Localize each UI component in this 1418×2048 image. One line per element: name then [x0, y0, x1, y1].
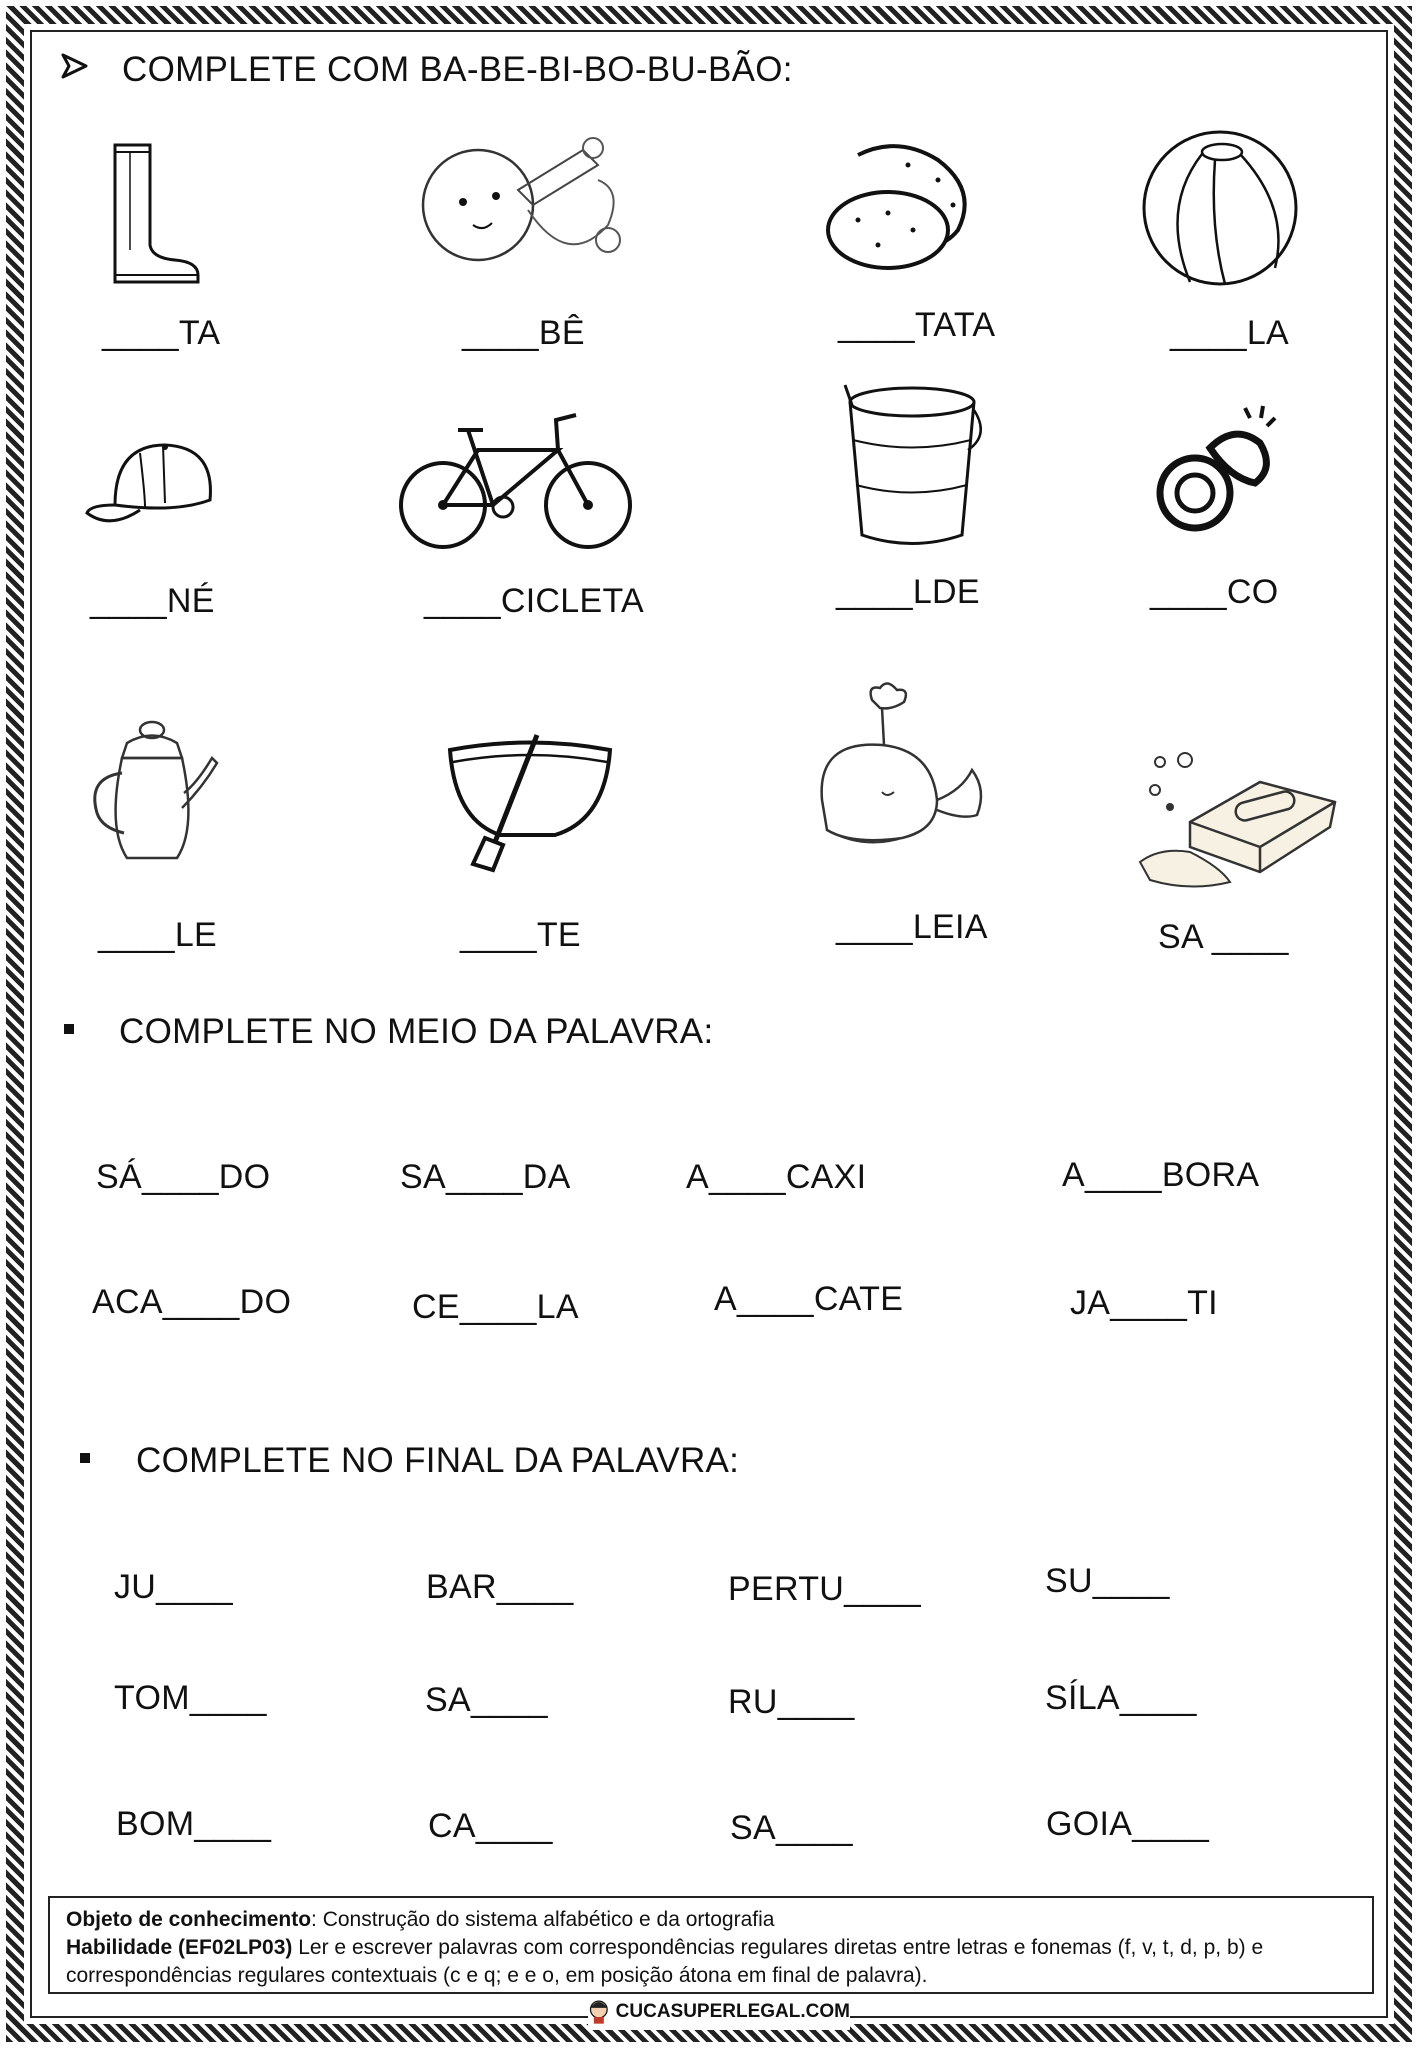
final-word-2: BAR____ [426, 1568, 574, 1606]
final-word-10: CA____ [428, 1807, 553, 1845]
soap-icon [1130, 752, 1340, 897]
baby-icon [408, 130, 628, 270]
final-word-3: PERTU____ [728, 1570, 921, 1608]
whale-icon [812, 680, 992, 870]
brand-logo [588, 1994, 850, 2030]
word-blank-10: ____TE [460, 916, 581, 954]
brand-text: CUCASUPERLEGAL.COM [615, 2001, 850, 2022]
objeto-text: : Construção do sistema alfabético e da ortografia [311, 1908, 775, 1931]
word-blank-9: ____LE [98, 916, 218, 954]
section1-heading: COMPLETE COM BA-BE-BI-BO-BU-BÃO: [122, 50, 793, 89]
boat-icon [445, 730, 615, 875]
final-word-11: SA____ [730, 1809, 853, 1847]
word-blank-8: ____CO [1150, 573, 1279, 611]
habilidade-line-2: correspondências regulares contextuais (c e q; e e o, em posição átona em final de palavra). [66, 1964, 928, 1987]
middle-word-5: ACA____DO [92, 1283, 292, 1321]
word-blank-7: ____LDE [836, 573, 980, 611]
bicycle-icon [398, 410, 634, 550]
pacifier-icon [1155, 398, 1280, 538]
word-blank-3: ____TATA [838, 306, 996, 344]
middle-word-6: CE____LA [412, 1288, 579, 1326]
objeto-line [66, 1906, 1356, 1934]
word-blank-4: ____LA [1170, 314, 1290, 352]
square-bullet-icon [64, 1024, 74, 1034]
teapot-icon [82, 718, 222, 868]
bucket-icon [840, 380, 990, 550]
middle-word-8: JA____TI [1070, 1284, 1218, 1322]
boot-icon [100, 140, 210, 290]
final-word-12: GOIA____ [1046, 1805, 1210, 1843]
final-word-9: BOM____ [116, 1805, 272, 1843]
word-blank-6: ____CICLETA [424, 582, 645, 620]
objeto-label: Objeto de conhecimento [66, 1908, 312, 1931]
word-blank-5: ____NÉ [90, 582, 215, 620]
habilidade-label: Habilidade (EF02LP03) [66, 1936, 293, 1959]
section2-heading: COMPLETE NO MEIO DA PALAVRA: [119, 1012, 714, 1051]
middle-word-7: A____CATE [714, 1280, 904, 1318]
final-word-7: RU____ [728, 1683, 855, 1721]
middle-word-3: A____CAXI [686, 1158, 867, 1196]
mascot-icon [588, 1997, 610, 2027]
word-blank-1: ____TA [102, 314, 221, 352]
square-bullet-icon [80, 1453, 90, 1463]
final-word-6: SA____ [425, 1681, 548, 1719]
cap-icon [85, 435, 215, 535]
potato-icon [818, 135, 978, 275]
middle-word-4: A____BORA [1062, 1156, 1260, 1194]
word-blank-2: ____BÊ [462, 314, 585, 352]
middle-word-2: SA____DA [400, 1158, 571, 1196]
learning-objective-box [48, 1896, 1374, 1994]
final-word-1: JU____ [114, 1568, 233, 1606]
final-word-4: SU____ [1045, 1562, 1170, 1600]
habilidade-line [66, 1934, 1356, 1962]
habilidade-text: Ler e escrever palavras com correspondências regulares diretas entre letras e fonemas (f, v, t, d, p, b) e [292, 1936, 1264, 1959]
final-word-5: TOM____ [114, 1679, 267, 1717]
word-blank-11: ____LEIA [836, 908, 988, 946]
final-word-8: SÍLA____ [1045, 1679, 1197, 1717]
middle-word-1: SÁ____DO [96, 1158, 271, 1196]
section3-heading: COMPLETE NO FINAL DA PALAVRA: [136, 1441, 740, 1480]
ball-icon [1140, 128, 1300, 288]
word-blank-12: SA ____ [1158, 918, 1289, 956]
arrow-bullet-icon [60, 52, 90, 80]
